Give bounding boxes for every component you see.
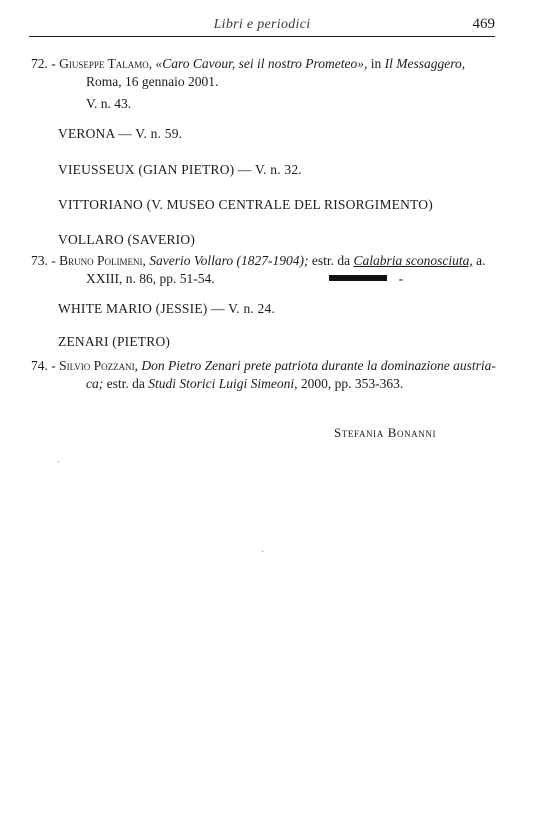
entry-text: 2000, pp. 353-363. [300,375,404,391]
cross-reference-vieusseux: VIEUSSEUX (GIAN PIETRO) — V. n. 32. [58,162,302,177]
cross-reference-vittoriano: VITTORIANO (V. MUSEO CENTRALE DEL RISORGIMENTO) [58,197,433,212]
entry-line: Roma, 16 gennaio 2001. [86,73,219,89]
entry-line [31,270,497,288]
page-number: 469 [472,16,495,32]
entry-dash: - [398,270,404,286]
entry-author: Silvio Pozzani, [59,358,139,373]
author-signature: Stefania Bonanni [334,425,437,440]
bibliography-entry-72 [31,55,497,90]
redaction-mark [329,275,387,281]
entry-author: Bruno Polimeni, [59,253,146,268]
entry-text: estr. da [106,375,145,391]
entry-text: estr. da [311,253,351,268]
entry-source: Studi Storici Luigi Simeoni, [148,375,298,391]
entry-title-cont: ca; [86,375,104,391]
entry-number: 74. - [31,358,56,373]
heading-zenari: ZENARI (PIETRO) [58,334,171,349]
entry-author: Giuseppe Talamo, [59,56,153,71]
bibliography-entry-74 [31,357,497,392]
entry-title: «Caro Cavour, sei il nostro Prometeo», [155,56,368,71]
running-title: Libri e periodici [213,17,311,32]
cross-reference-verona: VERONA — V. n. 59. [58,126,183,141]
cross-reference: V. n. 43. [86,96,132,111]
entry-number: 72. - [31,56,56,71]
entry-title: Saverio Vollaro (1827-1904); [149,253,309,268]
entry-source: Calabria sconosciuta, [353,253,473,268]
entry-text: a. [476,253,486,268]
bibliography-entry-73 [31,252,497,287]
entry-line-text: XXIII, n. 86, pp. 51-54. [86,270,215,286]
entry-text: in [370,56,382,71]
header-rule [29,36,495,37]
entry-title: Don Pietro Zenari prete patriota durante la dominazione austria- [141,358,496,373]
entry-number: 73. - [31,253,56,268]
entry-line [31,375,497,393]
heading-vollaro: VOLLARO (SAVERIO) [58,232,196,247]
cross-reference-white-mario: WHITE MARIO (JESSIE) — V. n. 24. [58,301,276,316]
running-header [29,14,495,38]
entry-journal: Il Messaggero, [384,56,466,71]
scan-speck [58,461,59,462]
scan-speck [262,551,263,552]
